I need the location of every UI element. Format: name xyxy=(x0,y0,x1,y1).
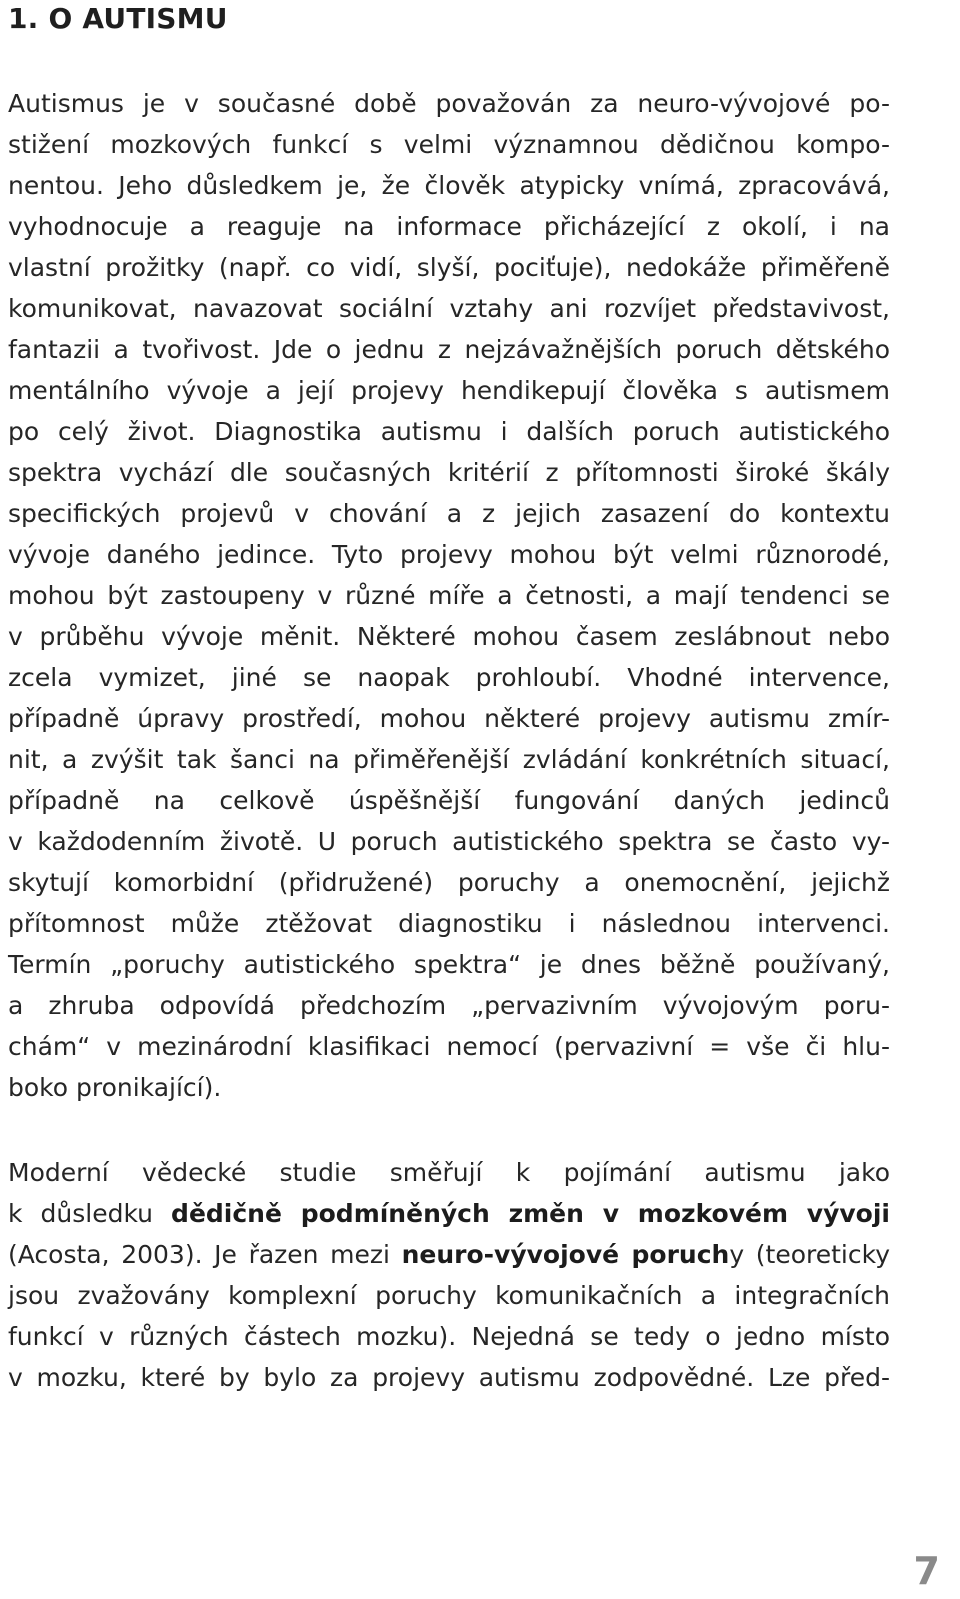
text-run: y (teoreticky xyxy=(729,1240,890,1269)
bold-emphasis: neuro-vývojové poruch xyxy=(401,1240,730,1269)
text-line: vyhodnocuje a reaguje na informace přicházející z okolí, i na xyxy=(8,212,890,241)
text-line: vlastní prožitky (např. co vidí, slyší, pociťuje), nedokáže přiměřeně xyxy=(8,253,890,282)
text-line: Termín „poruchy autistického spektra“ je dnes běžně používaný, xyxy=(8,950,890,979)
text-line: mentálního vývoje a její projevy hendikepují člověka s autismem xyxy=(8,376,890,405)
text-line: nentou. Jeho důsledkem je, že člověk atypicky vnímá, zpracovává, xyxy=(8,171,890,200)
text-line: vývoje daného jedince. Tyto projevy mohou být velmi různorodé, xyxy=(8,540,890,569)
text-line: specifických projevů v chování a z jejich zasazení do kontextu xyxy=(8,499,890,528)
text-line: přítomnost může ztěžovat diagnostiku i následnou intervenci. xyxy=(8,909,890,938)
text-line: boko pronikající). xyxy=(8,1073,222,1102)
text-run: k důsledku xyxy=(8,1199,172,1228)
text-line: v každodenním životě. U poruch autistického spektra se často vy- xyxy=(8,827,890,856)
chapter-heading: 1. O AUTISMU xyxy=(8,2,228,35)
text-line: jsou zvažovány komplexní poruchy komunikačních a integračních xyxy=(8,1281,890,1310)
paragraph-intro xyxy=(8,83,890,1108)
text-line: stižení mozkových funkcí s velmi významnou dědičnou kompo- xyxy=(8,130,890,159)
text-line: případně úpravy prostředí, mohou některé projevy autismu zmír- xyxy=(8,704,890,733)
text-run: (Acosta, 2003). Je řazen mezi xyxy=(8,1240,402,1269)
text-line: funkcí v různých částech mozku). Nejedná se tedy o jedno místo xyxy=(8,1322,890,1351)
text-line: komunikovat, navazovat sociální vztahy ani rozvíjet představivost, xyxy=(8,294,890,323)
text-line: zcela vymizet, jiné se naopak prohloubí. Vhodné intervence, xyxy=(8,663,890,692)
text-line: Autismus je v současné době považován za neuro-vývojové po- xyxy=(8,89,890,118)
text-line: mohou být zastoupeny v různé míře a četnosti, a mají tendenci se xyxy=(8,581,890,610)
text-line: skytují komorbidní (přidružené) poruchy a onemocnění, jejichž xyxy=(8,868,890,897)
text-line: Moderní vědecké studie směřují k pojímání autismu jako xyxy=(8,1158,890,1187)
text-line: v mozku, které by bylo za projevy autismu zodpovědné. Lze před- xyxy=(8,1363,890,1392)
paragraph-research xyxy=(8,1152,890,1398)
page-number: 7 xyxy=(913,1549,940,1593)
text-line: fantazii a tvořivost. Jde o jednu z nejzávažnějších poruch dětského xyxy=(8,335,890,364)
text-line: spektra vychází dle současných kritérií z přítomnosti široké škály xyxy=(8,458,890,487)
text-line xyxy=(8,1234,890,1275)
text-line: případně na celkově úspěšnější fungování daných jedinců xyxy=(8,786,890,815)
text-line: a zhruba odpovídá předchozím „pervazivním vývojovým poru- xyxy=(8,991,890,1020)
text-line: nit, a zvýšit tak šanci na přiměřenější zvládání konkrétních situací, xyxy=(8,745,890,774)
text-line xyxy=(8,1193,890,1234)
text-line: v průběhu vývoje měnit. Některé mohou časem zeslábnout nebo xyxy=(8,622,890,651)
bold-emphasis: dědičně podmíněných změn v mozkovém vývoji xyxy=(171,1199,891,1228)
text-line: chám“ v mezinárodní klasifikaci nemocí (pervazivní = vše či hlu- xyxy=(8,1032,890,1061)
text-line: po celý život. Diagnostika autismu i dalších poruch autistického xyxy=(8,417,890,446)
